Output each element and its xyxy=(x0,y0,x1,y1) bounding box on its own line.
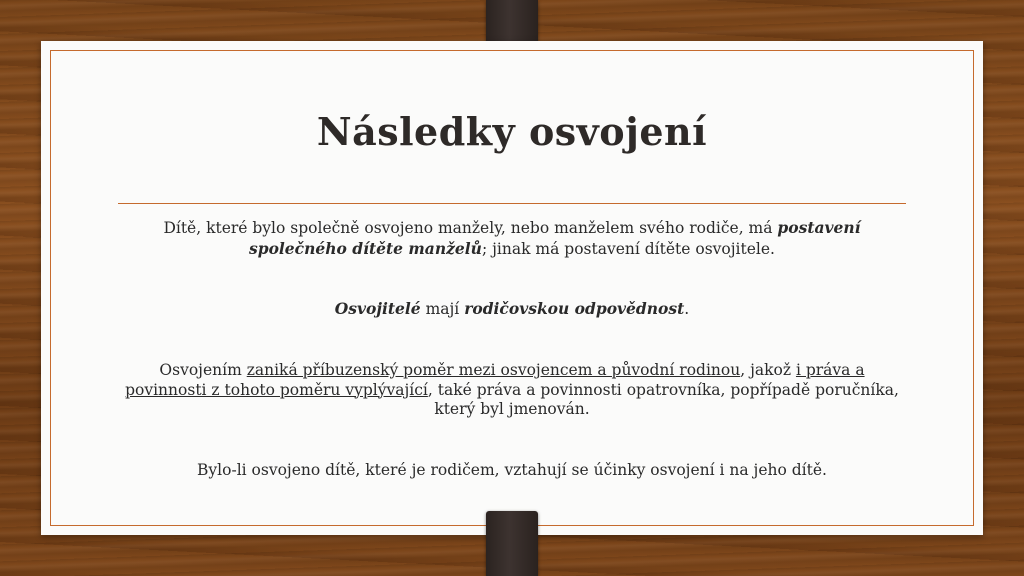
underlined-text: i práva a povinnosti z tohoto poměru vyplývající xyxy=(125,361,865,399)
title-divider xyxy=(118,203,906,204)
paragraph-text: Dítě, které bylo společně osvojeno manžely, nebo manželem svého rodiče, má xyxy=(163,219,778,237)
paragraph-text: mají xyxy=(420,300,465,318)
paragraph-text: Osvojením xyxy=(159,361,247,379)
paragraph-adoption-status xyxy=(120,218,904,259)
emphasis-text: Osvojitelé xyxy=(334,299,421,318)
binder-clip-bottom xyxy=(486,511,538,576)
paragraph-text: . xyxy=(684,300,690,318)
paragraph-effects-on-child xyxy=(120,461,904,481)
underlined-text: zaniká příbuzenský poměr mezi osvojencem a původní rodinou xyxy=(246,361,741,379)
slide-title: Následky osvojení xyxy=(316,109,708,154)
paragraph-text: Bylo-li osvojeno dítě, které je rodičem, vztahují se účinky osvojení i na jeho dítě. xyxy=(197,461,827,479)
slide-card xyxy=(41,41,983,535)
emphasis-text: postavení společného dítěte manželů xyxy=(249,218,861,258)
paragraph-parental-responsibility xyxy=(120,299,904,320)
paragraph-text: , jakož xyxy=(740,361,796,379)
paragraph-kinship-termination xyxy=(120,361,904,420)
emphasis-text: rodičovskou odpovědnost xyxy=(464,299,685,318)
paragraph-text: ; jinak má postavení dítěte osvojitele. xyxy=(481,239,775,258)
paragraph-text: , také práva a povinnosti opatrovníka, popřípadě poručníka, který byl jmenován. xyxy=(427,380,899,418)
